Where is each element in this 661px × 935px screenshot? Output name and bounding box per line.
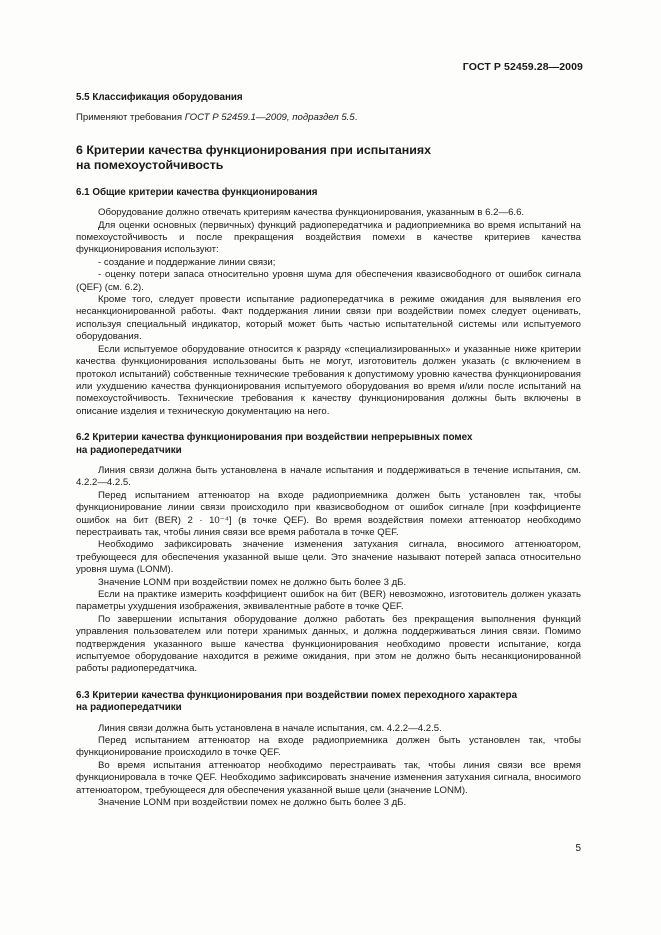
paragraph: Если на практике измерить коэффициент ошибок на бит (BER) невозможно, изготовитель должен указать параметры ухудшения изображения, эквивалентные работе в точке QEF. bbox=[76, 589, 581, 613]
list-item: - создание и поддержание линии связи; bbox=[98, 256, 276, 268]
section-6-1-heading: 6.1 Общие критерии качества функционирования bbox=[76, 186, 318, 198]
page-number: 5 bbox=[575, 843, 581, 854]
section-5-5-heading: 5.5 Классификация оборудования bbox=[76, 92, 243, 103]
paragraph: По завершении испытания оборудование должно работать без прекращения выполнения функций управления пользователем или потери хранимых данных, и должна поддерживаться линия связи. Помимо подтверждения указанного выше качества функционирования необходимо провести испытание, когда испытуемое оборудование находится в режиме ожидания, при этом не должно быть несанкционированной работы радиопередатчика. bbox=[76, 613, 581, 675]
paragraph: Перед испытанием аттенюатор на входе радиоприемника должен быть установлен так, чтобы функционирование происходило в точке QEF. bbox=[76, 735, 581, 759]
section-6-heading: 6 Критерии качества функционирования при испытаниях на помехоустойчивость bbox=[76, 142, 432, 172]
paragraph: Необходимо зафиксировать значение изменения затухания сигнала, вносимого аттенюатором, требующееся для обеспечения указанной выше цели. Это значение называют потерей запаса относительно уровня шума (LONM). bbox=[76, 539, 581, 576]
standard-header: ГОСТ Р 52459.28—2009 bbox=[462, 61, 583, 73]
paragraph: Линия связи должна быть установлена в начале испытания, см. 4.2.2—4.2.5. bbox=[98, 722, 442, 734]
section-6-3-heading: 6.3 Критерии качества функционирования при воздействии помех переходного характера на радиопередатчики bbox=[76, 689, 518, 714]
paragraph: Линия связи должна быть установлена в начале испытания и поддерживаться в течение испытания, см. 4.2.2—4.2.5. bbox=[76, 464, 581, 489]
document-body bbox=[76, 92, 581, 810]
standard-reference: ГОСТ Р 52459.1—2009, подраздел 5.5 bbox=[184, 112, 355, 124]
paragraph: Перед испытанием аттенюатор на входе радиоприемника должен быть установлен так, чтобы функционирование линии связи происходило при квазисвободном от ошибок сигнале [при коэффициенте ошибок на бит (BER) 2 · 10⁻⁴] (в точке QEF). Во время воздействия помехи аттенюатор необходимо перестраивать так, чтобы линия связи все время работала в точке QEF. bbox=[76, 489, 581, 538]
paragraph: Для оценки основных (первичных) функций радиопередатчика и радиоприемника во время испытаний на помехоустойчивость и после прекращения воздействия помехи в качестве критериев качества функционирования используют: bbox=[76, 219, 581, 256]
paragraph: Кроме того, следует провести испытание радиопередатчика в режиме ожидания для выявления его несанкционированной работы. Факт поддержания линии связи при воздействии помех следует оценивать, используя специальный индикатор, который может быть частью испытательной системы или испытуемого оборудования. bbox=[76, 294, 581, 343]
section-5-5-text: Применяют требования ГОСТ Р 52459.1—2009, подраздел 5.5. bbox=[76, 112, 358, 124]
list-item: - оценку потери запаса относительно уровня шума для обеспечения квазисвободного от ошибок сигнала (QEF) (см. 6.2). bbox=[76, 269, 581, 293]
paragraph: Во время испытания аттенюатор необходимо перестраивать так, чтобы линия связи все время функционировала в точке QEF. Необходимо зафиксировать значение изменения затухания сигнала, вносимого аттенюатором, требующееся для обеспечения указанной выше цели (значение LONM). bbox=[76, 759, 581, 796]
section-6-2-heading: 6.2 Критерии качества функционирования при воздействии непрерывных помех на радиопередатчики bbox=[76, 432, 473, 456]
paragraph: Если испытуемое оборудование относится к разряду «специализированных» и указанные ниже критерии качества функционирования использованы быть не могут, изготовитель должен указать (с включением в протокол испытаний) собственные технические требования к допустимому уровню качества функционирования или ухудшению качества функционирования испытуемого оборудования во время и/или после испытаний на помехоустойчивость. Технические требования к качеству функционирования должны быть включены в описание изделия и техническую документацию на него. bbox=[76, 343, 581, 417]
paragraph: Значение LONM при воздействии помех не должно быть более 3 дБ. bbox=[98, 576, 407, 588]
paragraph: Значение LONM при воздействии помех не должно быть более 3 дБ. bbox=[98, 797, 407, 809]
paragraph: Оборудование должно отвечать критериям качества функционирования, указанным в 6.2—6.6. bbox=[98, 207, 525, 219]
